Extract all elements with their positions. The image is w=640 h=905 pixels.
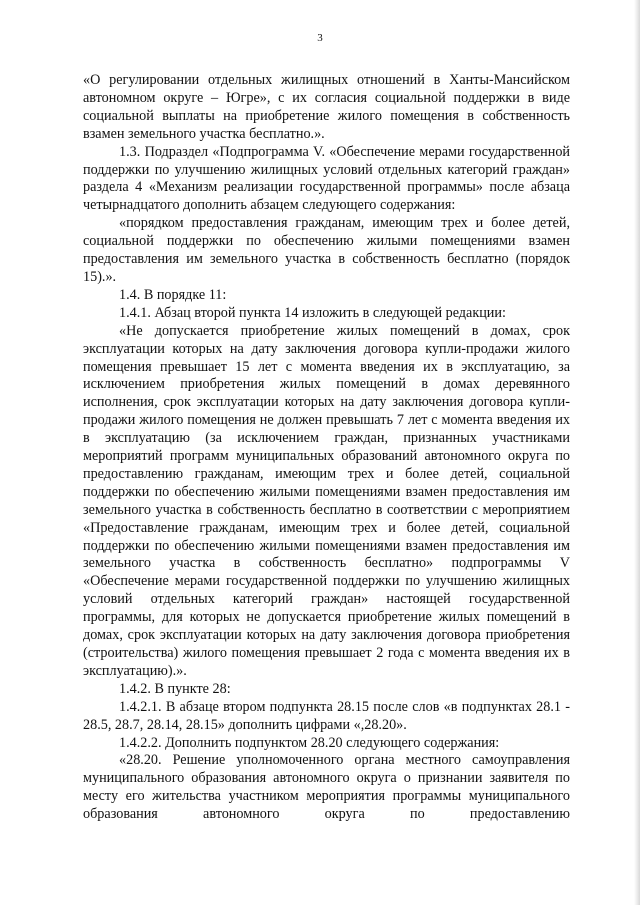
paragraph-1-3: 1.3. Подраздел «Подпрограмма V. «Обеспечение мерами государственной поддержки по улучшению жилищных условий отдельных категорий граждан» раздела 4 «Механизм реализации государственной программы» после абзаца четырнадцатого дополнить абзацем следующего содержания: — [83, 143, 570, 214]
paragraph-quote-item-14: «Не допускается приобретение жилых помещений в домах, срок эксплуатации которых на дату заключения договора купли-продажи жилого помещения превышает 15 лет с момента введения их в эксплуатацию, за исключением приобретения жилых помещений в домах деревянного исполнения, срок эксплуатации которых на дату заключения договора купли-продажи жилого помещения не должен превышать 7 лет с момента введения их в эксплуатацию (за исключением граждан, признанных участниками мероприятий программ муниципальных образований автономного округа по предоставлению гражданам, имеющим трех и более детей, социальной поддержки по обеспечению жилыми помещениями взамен предоставления им земельного участка в собственность бесплатно в соответствии с мероприятием «Предоставление гражданам, имеющим трех и более детей, социальной поддержки по обеспечению жилыми помещениями взамен предоставления им земельного участка в собственность бесплатно» подпрограммы V «Обеспечение мерами государственной поддержки по улучшению жилищных условий отдельных категорий граждан» настоящей государственной программы, для которых не допускается приобретение жилых помещений в домах, срок эксплуатации которых на дату заключения договора приобретения (строительства) жилого помещения превышает 2 года с момента введения их в эксплуатацию).». — [83, 322, 570, 679]
paragraph-continuation: «О регулировании отдельных жилищных отношений в Ханты-Мансийском автономном округе – Югре», с их согласия социальной поддержки в виде социальной выплаты на приобретение жилого помещения в собственность взамен земельного участка бесплатно.». — [83, 72, 570, 142]
paragraph-1-4-1: 1.4.1. Абзац второй пункта 14 изложить в следующей редакции: — [119, 304, 506, 321]
page-number: 3 — [317, 32, 323, 44]
paragraph-1-4-2-1: 1.4.2.1. В абзаце втором подпункта 28.15 после слов «в подпунктах 28.1 - 28.5, 28.7, 28.14, 28.15» дополнить цифрами «,28.20». — [83, 698, 570, 733]
paragraph-1-4: 1.4. В порядке 11: — [119, 286, 227, 303]
paragraph-1-4-2: 1.4.2. В пункте 28: — [119, 680, 231, 697]
document-body — [83, 72, 570, 824]
page-edge — [634, 0, 640, 905]
paragraph-1-4-2-2: 1.4.2.2. Дополнить подпунктом 28.20 следующего содержания: — [119, 734, 500, 751]
paragraph-quote-28-20: «28.20. Решение уполномоченного органа местного самоуправления муниципального образования автономного округа о признании заявителя по месту его жительства участником мероприятия программы муниципального образования автономного округа по предоставлению — [83, 752, 570, 823]
paragraph-quote-order-15: «порядком предоставления гражданам, имеющим трех и более детей, социальной поддержки по обеспечению жилыми помещениями взамен предоставления им земельного участка в собственность бесплатно (порядок 15).». — [83, 215, 570, 285]
